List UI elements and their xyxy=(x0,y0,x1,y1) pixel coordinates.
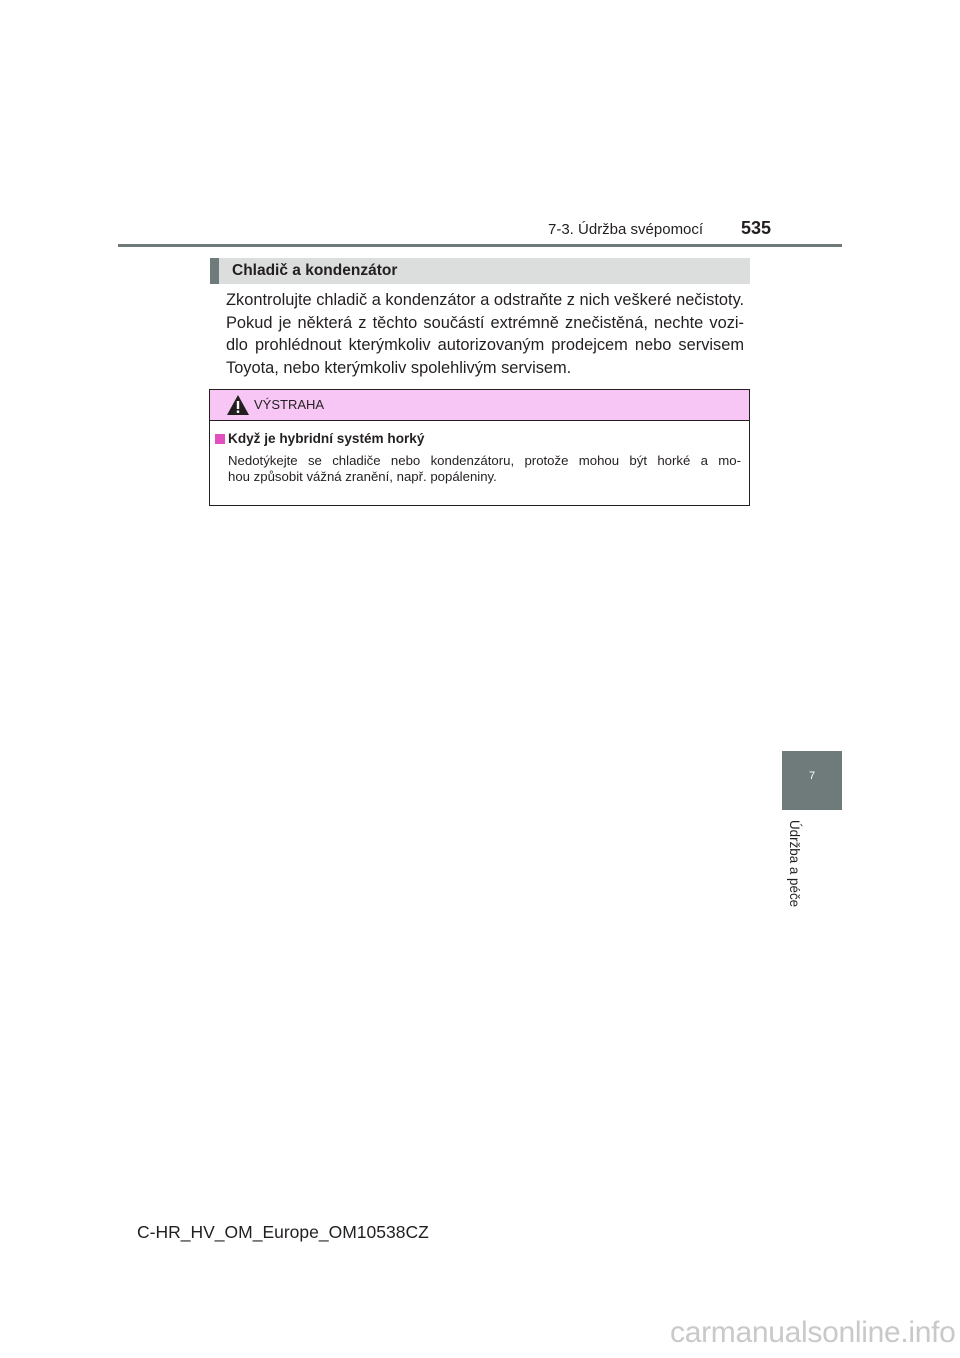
warning-triangle-icon xyxy=(226,394,250,416)
body-paragraph xyxy=(226,289,744,380)
body-line: Zkontrolujte chladič a kondenzátor a odstraňte z nich veškeré nečistoty. xyxy=(226,291,745,309)
section-heading-bar xyxy=(210,258,750,284)
warning-box xyxy=(209,389,750,506)
warning-text xyxy=(228,453,741,485)
warning-text-line: hou způsobit vážná zranění, např. popáleniny. xyxy=(228,469,497,484)
warning-text-line: Nedotýkejte se chladiče nebo kondenzátoru, protože mohou být horké a mo- xyxy=(228,453,741,468)
footer-document-id: C-HR_HV_OM_Europe_OM10538CZ xyxy=(137,1222,429,1242)
chapter-section-title: 7-3. Údržba svépomocí xyxy=(548,221,704,238)
body-line: Pokud je některá z těchto součástí extrémně znečistěná, nechte vozi- xyxy=(226,313,744,332)
body-line: Toyota, nebo kterýmkoliv spolehlivým servisem. xyxy=(226,359,572,378)
body-line: dlo prohlédnout kterýmkoliv autorizovaným prodejcem nebo servisem xyxy=(226,336,744,355)
chapter-tab-number: 7 xyxy=(808,770,816,782)
chapter-tab-label: Údržba a péče xyxy=(787,820,802,908)
header-rule xyxy=(118,244,842,247)
warning-label: VÝSTRAHA xyxy=(254,397,325,412)
section-title: Chladič a kondenzátor xyxy=(232,262,398,279)
warning-header xyxy=(210,390,749,421)
bullet-square-icon xyxy=(215,434,225,444)
page-number: 535 xyxy=(741,218,772,238)
watermark: carmanualsonline.info xyxy=(670,1316,956,1349)
chapter-tab xyxy=(782,751,842,810)
warning-subheading: Když je hybridní systém horký xyxy=(228,431,425,446)
